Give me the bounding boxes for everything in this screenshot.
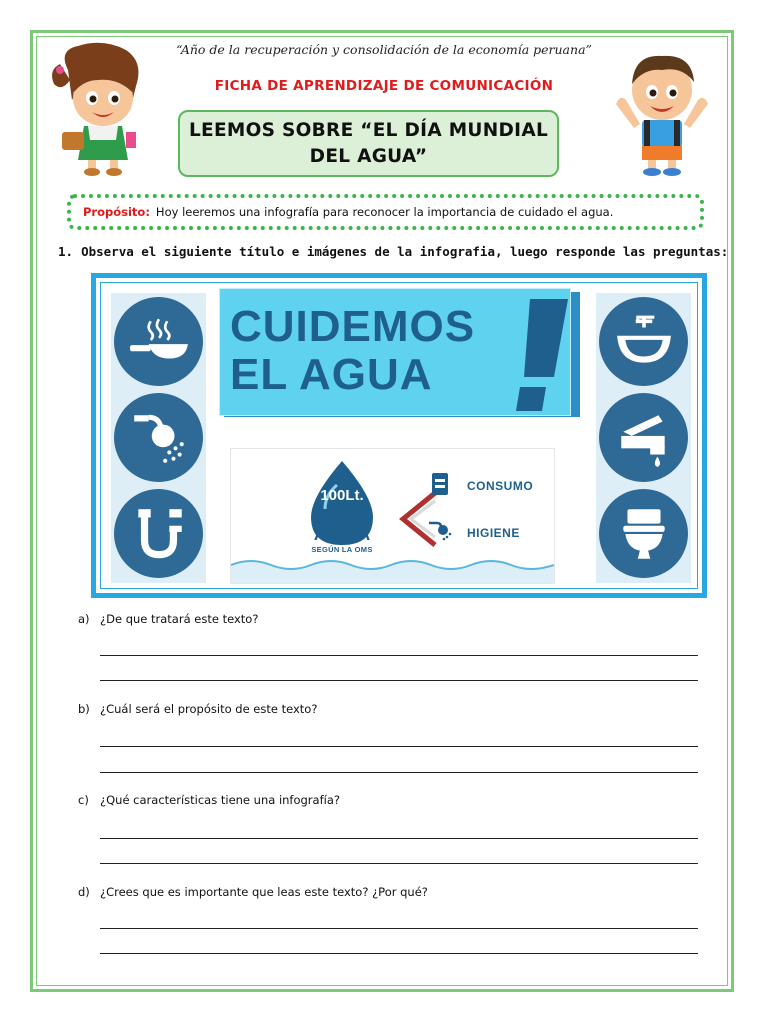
source-label: SEGÚN LA OMS <box>311 545 373 554</box>
question-b <box>78 702 317 716</box>
per-day-label: AL DÍA <box>313 525 371 544</box>
infographic <box>91 273 707 598</box>
glass-icon <box>427 471 453 497</box>
motto-text: “Año de la recuperación y consolidación de la economía peruana” <box>176 42 592 57</box>
answer-line[interactable] <box>100 772 698 773</box>
question-c-text: ¿Qué características tiene una infografía? <box>100 793 340 807</box>
question-a-letter: a) <box>78 612 90 626</box>
toilet-icon <box>599 489 688 578</box>
water-amount: 100Lt. <box>320 487 364 504</box>
question-1 <box>58 244 728 259</box>
question-a <box>78 612 258 626</box>
question-c-letter: c) <box>78 793 89 807</box>
purpose-box <box>67 194 704 230</box>
banner-line-1: CUIDEMOS <box>230 302 476 351</box>
shower-icon <box>114 393 203 482</box>
page-title: LEEMOS SOBRE “EL DÍA MUNDIAL DEL AGUA” <box>188 119 549 167</box>
title-box <box>178 110 559 177</box>
answer-line[interactable] <box>100 928 698 929</box>
boy-illustration <box>610 44 714 180</box>
shower-small-icon <box>427 517 453 543</box>
purpose-label: Propósito: <box>83 205 150 219</box>
faucet-icon <box>599 393 688 482</box>
right-icon-column <box>596 293 691 583</box>
pipe-icon <box>114 489 203 578</box>
frying-pan-icon <box>114 297 203 386</box>
question-d-letter: d) <box>78 885 90 899</box>
answer-line[interactable] <box>100 655 698 656</box>
hygiene-label: HIGIENE <box>467 526 520 540</box>
question-d <box>78 885 428 899</box>
answer-line[interactable] <box>100 838 698 839</box>
question-b-letter: b) <box>78 702 90 716</box>
exclamation-icon <box>512 295 570 415</box>
question-c <box>78 793 340 807</box>
worksheet-type: FICHA DE APRENDIZAJE DE COMUNICACIÓN <box>214 78 554 94</box>
sink-icon <box>599 297 688 386</box>
banner-line-2: EL AGUA <box>230 350 433 399</box>
answer-line[interactable] <box>100 680 698 681</box>
left-icon-column <box>111 293 206 583</box>
consumption-panel <box>230 448 555 584</box>
consumption-label: CONSUMO <box>467 479 534 493</box>
wave-decoration <box>231 557 554 583</box>
question-a-text: ¿De que tratará este texto? <box>100 612 259 626</box>
question-b-text: ¿Cuál será el propósito de este texto? <box>100 702 318 716</box>
answer-line[interactable] <box>100 746 698 747</box>
question-d-text: ¿Crees que es importante que leas este texto? ¿Por qué? <box>100 885 428 899</box>
purpose-text: Hoy leeremos una infografía para reconocer la importancia de cuidado el agua. <box>155 205 614 219</box>
answer-line[interactable] <box>100 953 698 954</box>
girl-illustration <box>48 40 158 180</box>
answer-line[interactable] <box>100 863 698 864</box>
banner <box>219 288 571 416</box>
question-1-text: Observa el siguiente título e imágenes de la infografia, luego responde las preguntas: <box>81 244 729 259</box>
question-1-number: 1. <box>58 244 74 259</box>
